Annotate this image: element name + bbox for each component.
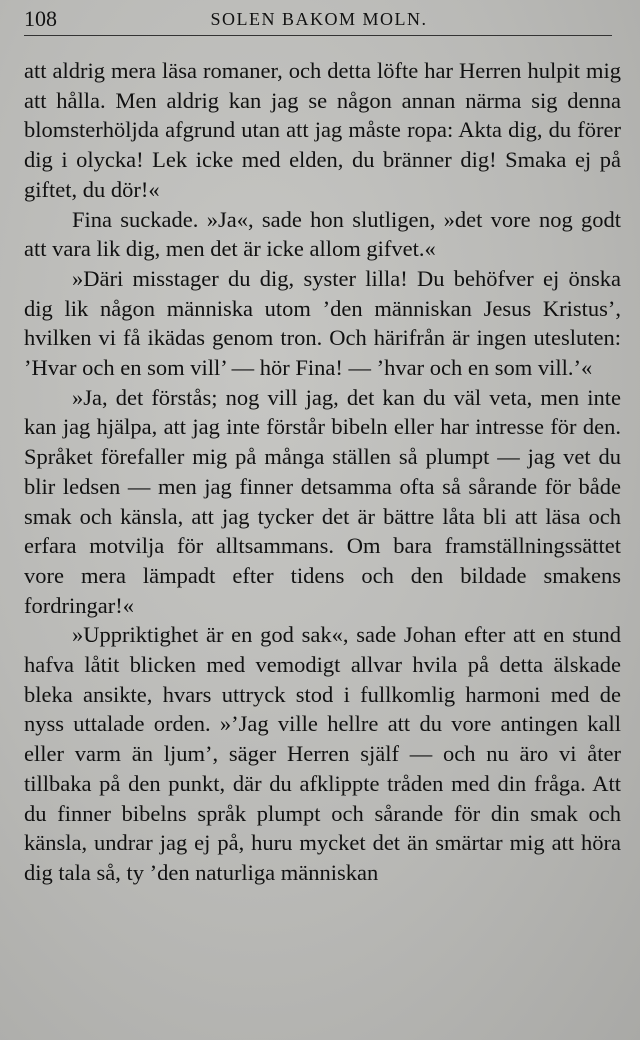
paragraph: »Ja, det förstås; nog vill jag, det kan du väl veta, men inte kan jag hjälpa, att jag inte förstår bibeln eller har intresse för den. Språket förefaller mig på många ställen så plumpt — jag vet du blir ledsen — men jag finner detsamma ofta så sårande för både smak och känsla, att jag tycker det är bättre låta bli att läsa och erfara motvilja för alltsammans. Om bara framställningssättet vore mera lämpadt efter tidens och den bildade smakens fordringar!« [24, 384, 621, 618]
page-header [24, 6, 614, 36]
paragraph: »Uppriktighet är en god sak«, sade Johan efter att en stund hafva låtit blicken med vemodigt allvar hvila på detta älskade bleka ansikte, hvars uttryck stod i fullkomlig harmoni med de nyss uttalade orden. »’Jag ville hellre att du vore antingen kall eller varm än ljum’, säger Herren själf — och nu äro vi åter tillbaka på den punkt, där du afklippte tråden med din fråga. Att du finner bibelns språk plumpt och sårande för din smak och känsla, undrar jag ej på, huru mycket det än smärtar mig att höra dig tala så, ty ’den naturliga människan [24, 622, 621, 885]
paragraph: Fina suckade. »Ja«, sade hon slutligen, »det vore nog godt att vara lik dig, men det är icke allom gifvet.« [24, 206, 621, 262]
paragraph: att aldrig mera läsa romaner, och detta löfte har Herren hulpit mig att hålla. Men aldrig kan jag se någon annan närma sig denna blomsterhöljda afgrund utan att jag måste ropa: Akta dig, du förer dig i olycka! Lek icke med elden, du bränner dig! Smaka ej på giftet, du dör!« [24, 58, 621, 202]
page-number: 108 [24, 6, 57, 31]
running-title: SOLEN BAKOM MOLN. [210, 9, 428, 29]
body-text [24, 56, 621, 888]
header-rule [24, 35, 612, 36]
paragraph: »Däri misstager du dig, syster lilla! Du behöfver ej önska dig lik någon människa utom ’den människan Jesus Kristus’, hvilken vi få ikädas genom tron. Och härifrån är ingen utesluten: ’Hvar och en som vill’ — hör Fina! — ’hvar och en som vill.’« [24, 265, 621, 381]
